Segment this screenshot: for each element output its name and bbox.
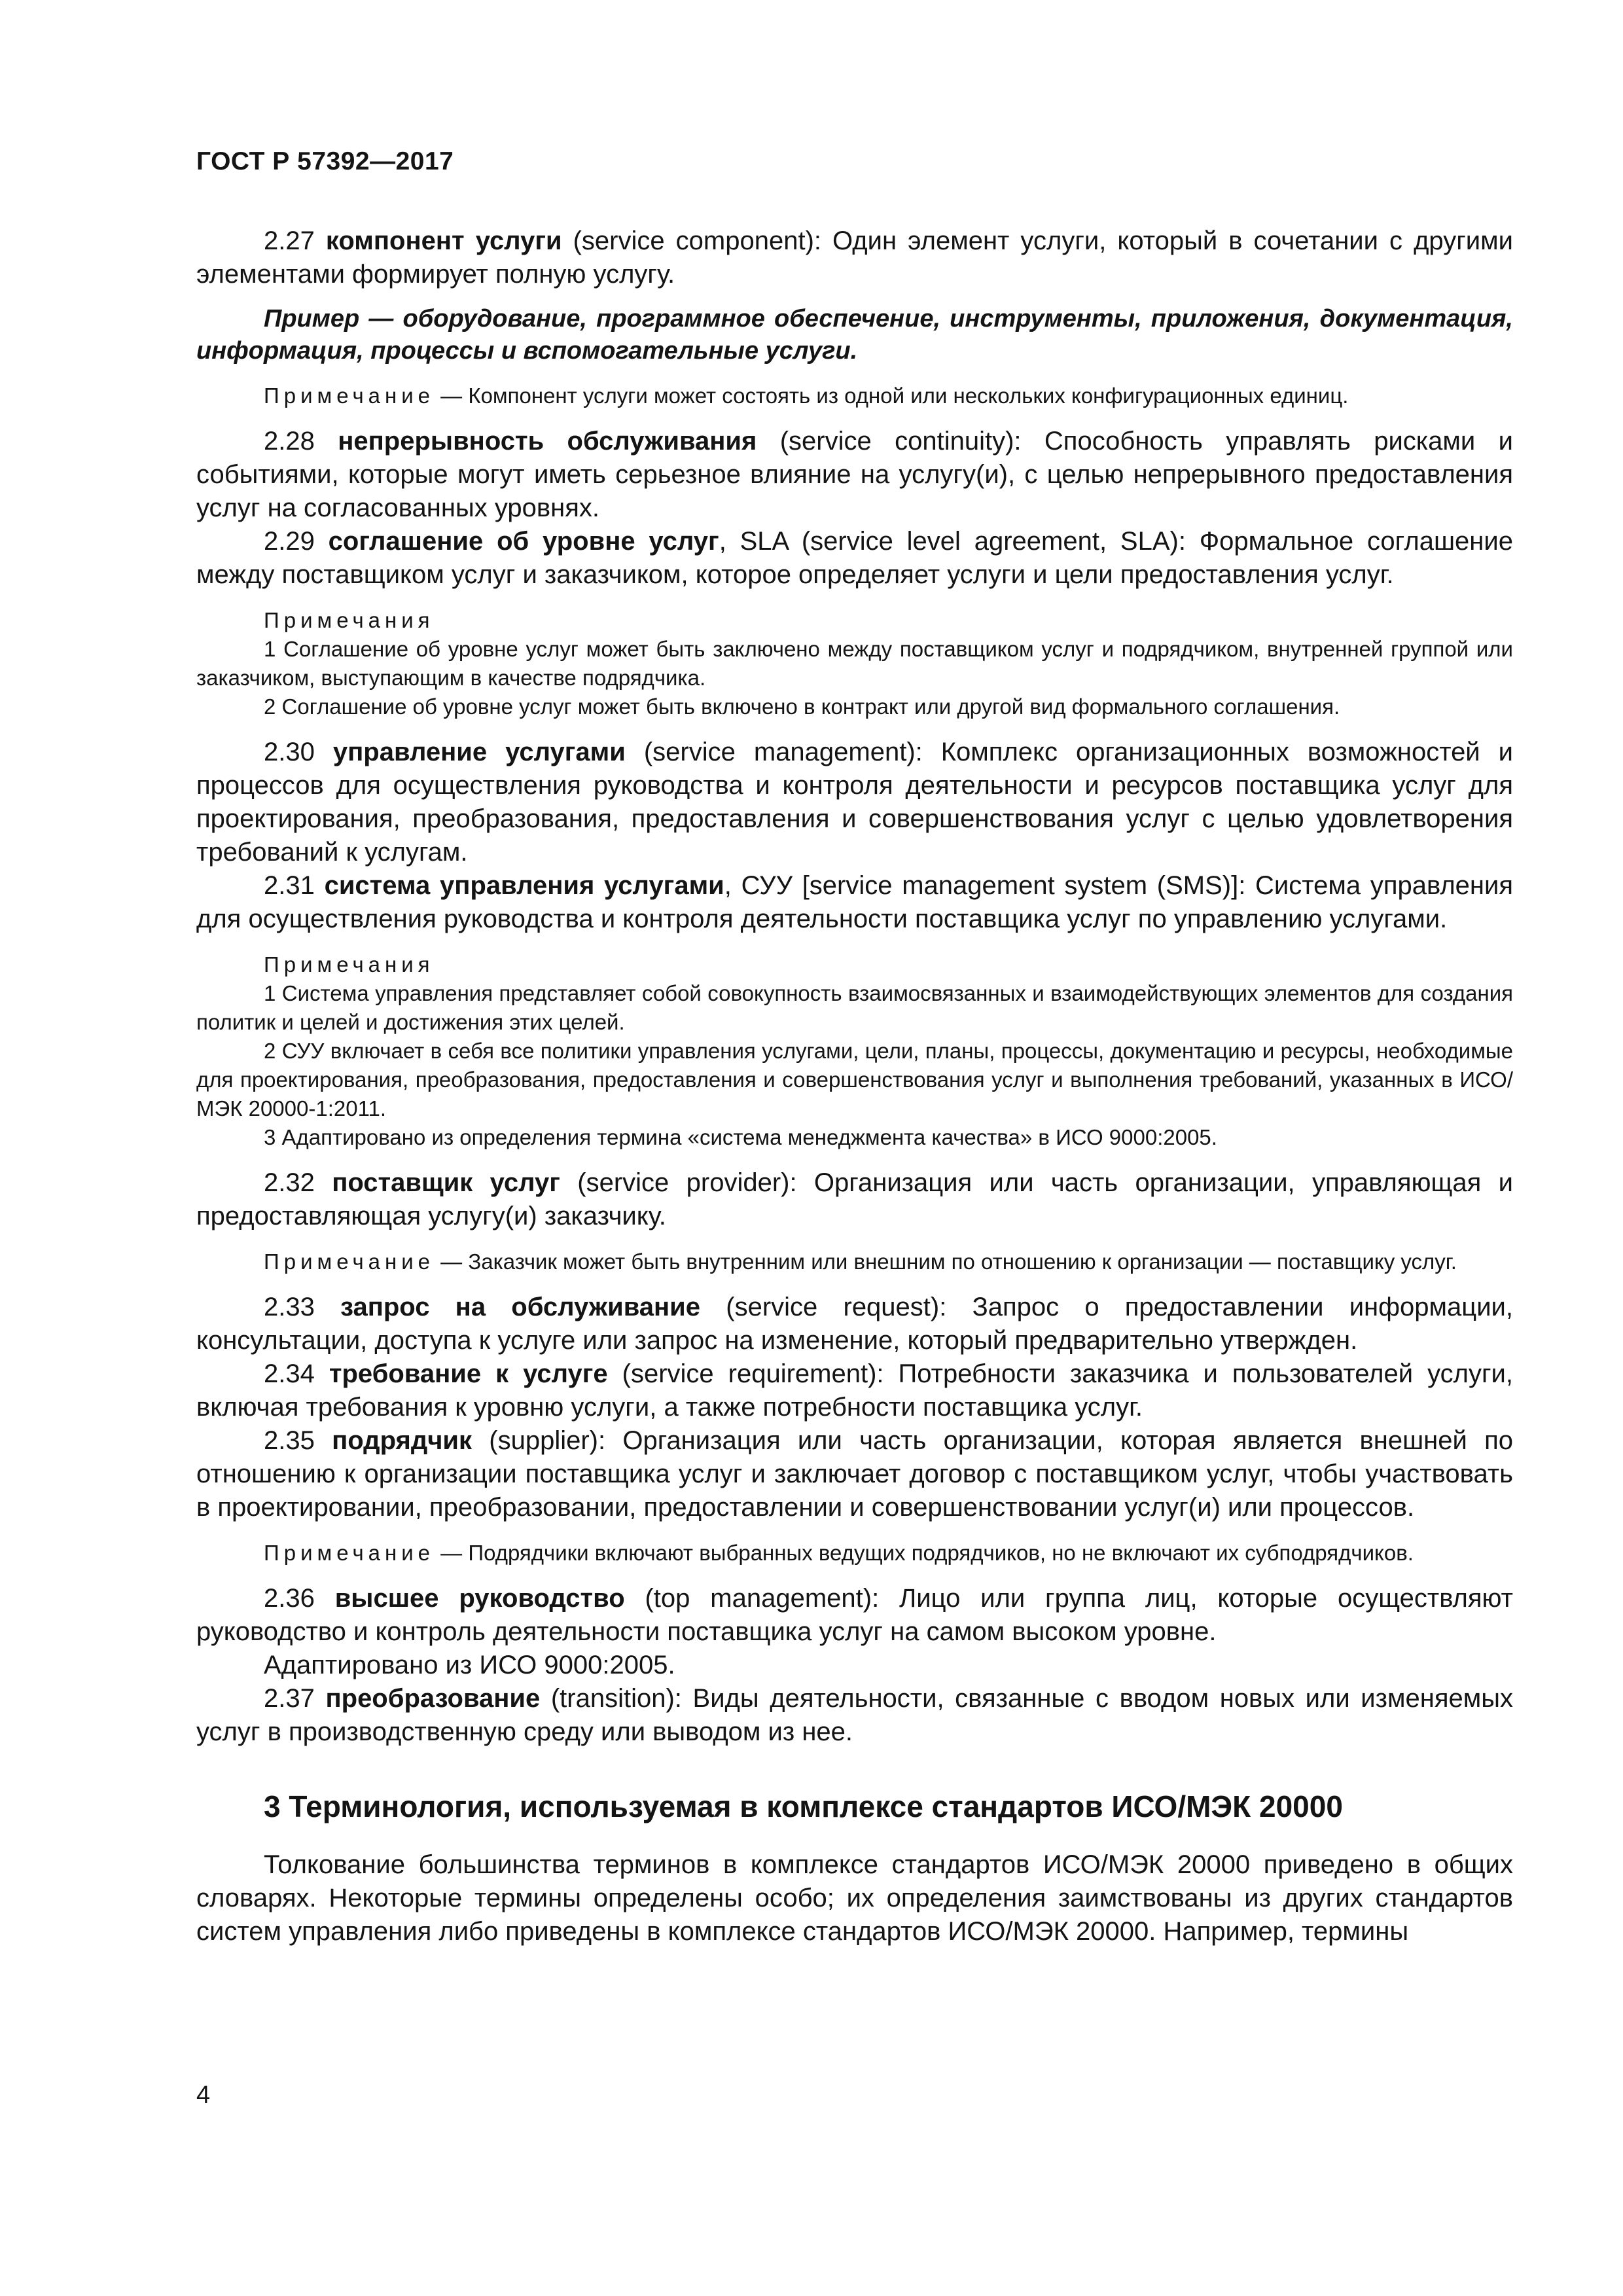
term-name: компонент услуги [325,226,562,255]
term-number: 2.27 [264,226,315,255]
term-2-31-note-1: 1 Система управления представляет собой совокупность взаимосвязанных и взаимодействующих элементов для создания политик и целей и достижения этих целей. [196,981,1513,1034]
term-name: поставщик услуг [332,1168,560,1197]
section-3-heading: 3 Терминология, используемая в комплексе стандартов ИСО/МЭК 20000 [264,1789,1343,1823]
term-2-27-note [196,382,1513,410]
term-definition: (service component): Один элемент услуги, который в сочетании с другими элементами формирует полную услугу. [196,226,1513,289]
term-definition: (service provider): Организация или часть организации, управляющая и предоставляющая услугу(и) заказчику. [196,1168,1513,1230]
note-label: Примечание [264,384,435,408]
term-number: 2.30 [264,738,315,766]
term-2-34 [196,1357,1513,1424]
note-text: — Подрядчики включают выбранных ведущих подрядчиков, но не включают их субподрядчиков. [435,1541,1414,1565]
term-name: требование к услуге [329,1359,608,1388]
term-2-29-note-1: 1 Соглашение об уровне услуг может быть заключено между поставщиком услуг и подрядчиком, внутренней группой или заказчиком, выступающим в качестве подрядчика. [196,637,1513,690]
note-label: Примечания [264,952,435,977]
note-label: Примечание [264,1541,435,1565]
note-text: — Заказчик может быть внутренним или внешним по отношению к организации — поставщику услуг. [435,1249,1457,1274]
term-definition: , SLA (service level agreement, SLA): Формальное соглашение между поставщиком услуг и заказчиком, которое определяет услуги и цели предоставления услуг. [196,527,1513,589]
term-definition: , СУУ [service management system (SMS)]: Система управления для осуществления руководства и контроля деятельности поставщика услуг по управлению услугами. [196,871,1513,933]
term-definition: (transition): Виды деятельности, связанные с вводом новых или изменяемых услуг в производственную среду или выводом из нее. [196,1684,1513,1746]
term-2-27 [196,224,1513,291]
term-2-33 [196,1291,1513,1357]
term-2-31 [196,869,1513,936]
term-definition: (service continuity): Способность управлять рисками и событиями, которые могут иметь серьезное влияние на услугу(и), с целью непрерывного предоставления услуг на согласованных уровнях. [196,427,1513,522]
section-3-paragraph: Толкование большинства терминов в комплексе стандартов ИСО/МЭК 20000 приведено в общих словарях. Некоторые термины определены особо; их определения заимствованы из других стандартов систем управления либо приведены в комплексе стандартов ИСО/МЭК 20000. Например, термины [196,1850,1513,1946]
term-number: 2.33 [264,1293,315,1321]
term-number: 2.29 [264,527,315,556]
term-2-31-note-2: 2 СУУ включает в себя все политики управления услугами, цели, планы, процессы, документацию и ресурсы, необходимые для проектирования, преобразования, предоставления и совершенствования услуг и выполнения требований, указанных в ИСО/МЭК 20000-1:2011. [196,1039,1513,1121]
term-2-29-notes-label [196,606,1513,635]
term-number: 2.36 [264,1584,315,1613]
term-name: высшее руководство [334,1584,625,1613]
term-2-37 [196,1682,1513,1749]
term-name: запрос на обслуживание [340,1293,701,1321]
page-number: 4 [196,2081,211,2109]
term-name: непрерывность обслуживания [338,427,757,456]
term-2-28 [196,425,1513,525]
term-2-32-note [196,1247,1513,1276]
term-name: подрядчик [332,1426,473,1455]
term-definition: (service management): Комплекс организационных возможностей и процессов для осуществления руководства и контроля деятельности и ресурсов поставщика услуг для проектирования, преобразования, предоставления и совершенствования услуг с целью удовлетворения требований к услугам. [196,738,1513,867]
document-header: ГОСТ Р 57392—2017 [196,147,454,175]
term-definition: (service request): Запрос о предоставлении информации, консультации, доступа к услуге или запрос на изменение, который предварительно утвержден. [196,1293,1513,1355]
term-2-36-source: Адаптировано из ИСО 9000:2005. [264,1651,675,1679]
term-number: 2.34 [264,1359,315,1388]
term-name: соглашение об уровне услуг [328,527,719,556]
term-name: система управления услугами [324,871,724,900]
term-2-31-notes-label [196,950,1513,979]
term-2-29-note-2: 2 Соглашение об уровне услуг может быть включено в контракт или другой вид формального соглашения. [264,694,1340,719]
term-2-35-note [196,1539,1513,1568]
term-number: 2.37 [264,1684,315,1713]
term-name: преобразование [325,1684,541,1713]
note-label: Примечания [264,608,435,632]
term-number: 2.28 [264,427,315,456]
note-text: — Компонент услуги может состоять из одной или нескольких конфигурационных единиц. [435,384,1349,408]
term-definition: (supplier): Организация или часть организации, которая является внешней по отношению к организации поставщика услуг и заключает договор с поставщиком услуг, чтобы участвовать в проектировании, преобразовании, предоставлении и совершенствовании услуг(и) или процессов. [196,1426,1514,1522]
term-2-35 [196,1424,1513,1524]
term-number: 2.31 [264,871,315,900]
term-2-32 [196,1166,1513,1233]
page-content [196,224,1513,1948]
term-definition: (service requirement): Потребности заказчика и пользователей услуги, включая требования к уровню услуги, а также потребности поставщика услуг. [196,1359,1514,1422]
term-2-30 [196,736,1513,869]
term-2-36 [196,1582,1513,1649]
term-2-29 [196,525,1513,592]
term-number: 2.35 [264,1426,315,1455]
note-label: Примечание [264,1249,435,1274]
term-number: 2.32 [264,1168,315,1197]
term-name: управление услугами [332,738,626,766]
term-definition: (top management): Лицо или группа лиц, которые осуществляют руководство и контроль деятельности поставщика услуг на самом высоком уровне. [196,1584,1513,1646]
term-2-27-example: Пример — оборудование, программное обеспечение, инструменты, приложения, документация, информация, процессы и вспомогательные услуги. [196,305,1513,365]
term-2-31-note-3: 3 Адаптировано из определения термина «система менеджмента качества» в ИСО 9000:2005. [264,1125,1217,1149]
